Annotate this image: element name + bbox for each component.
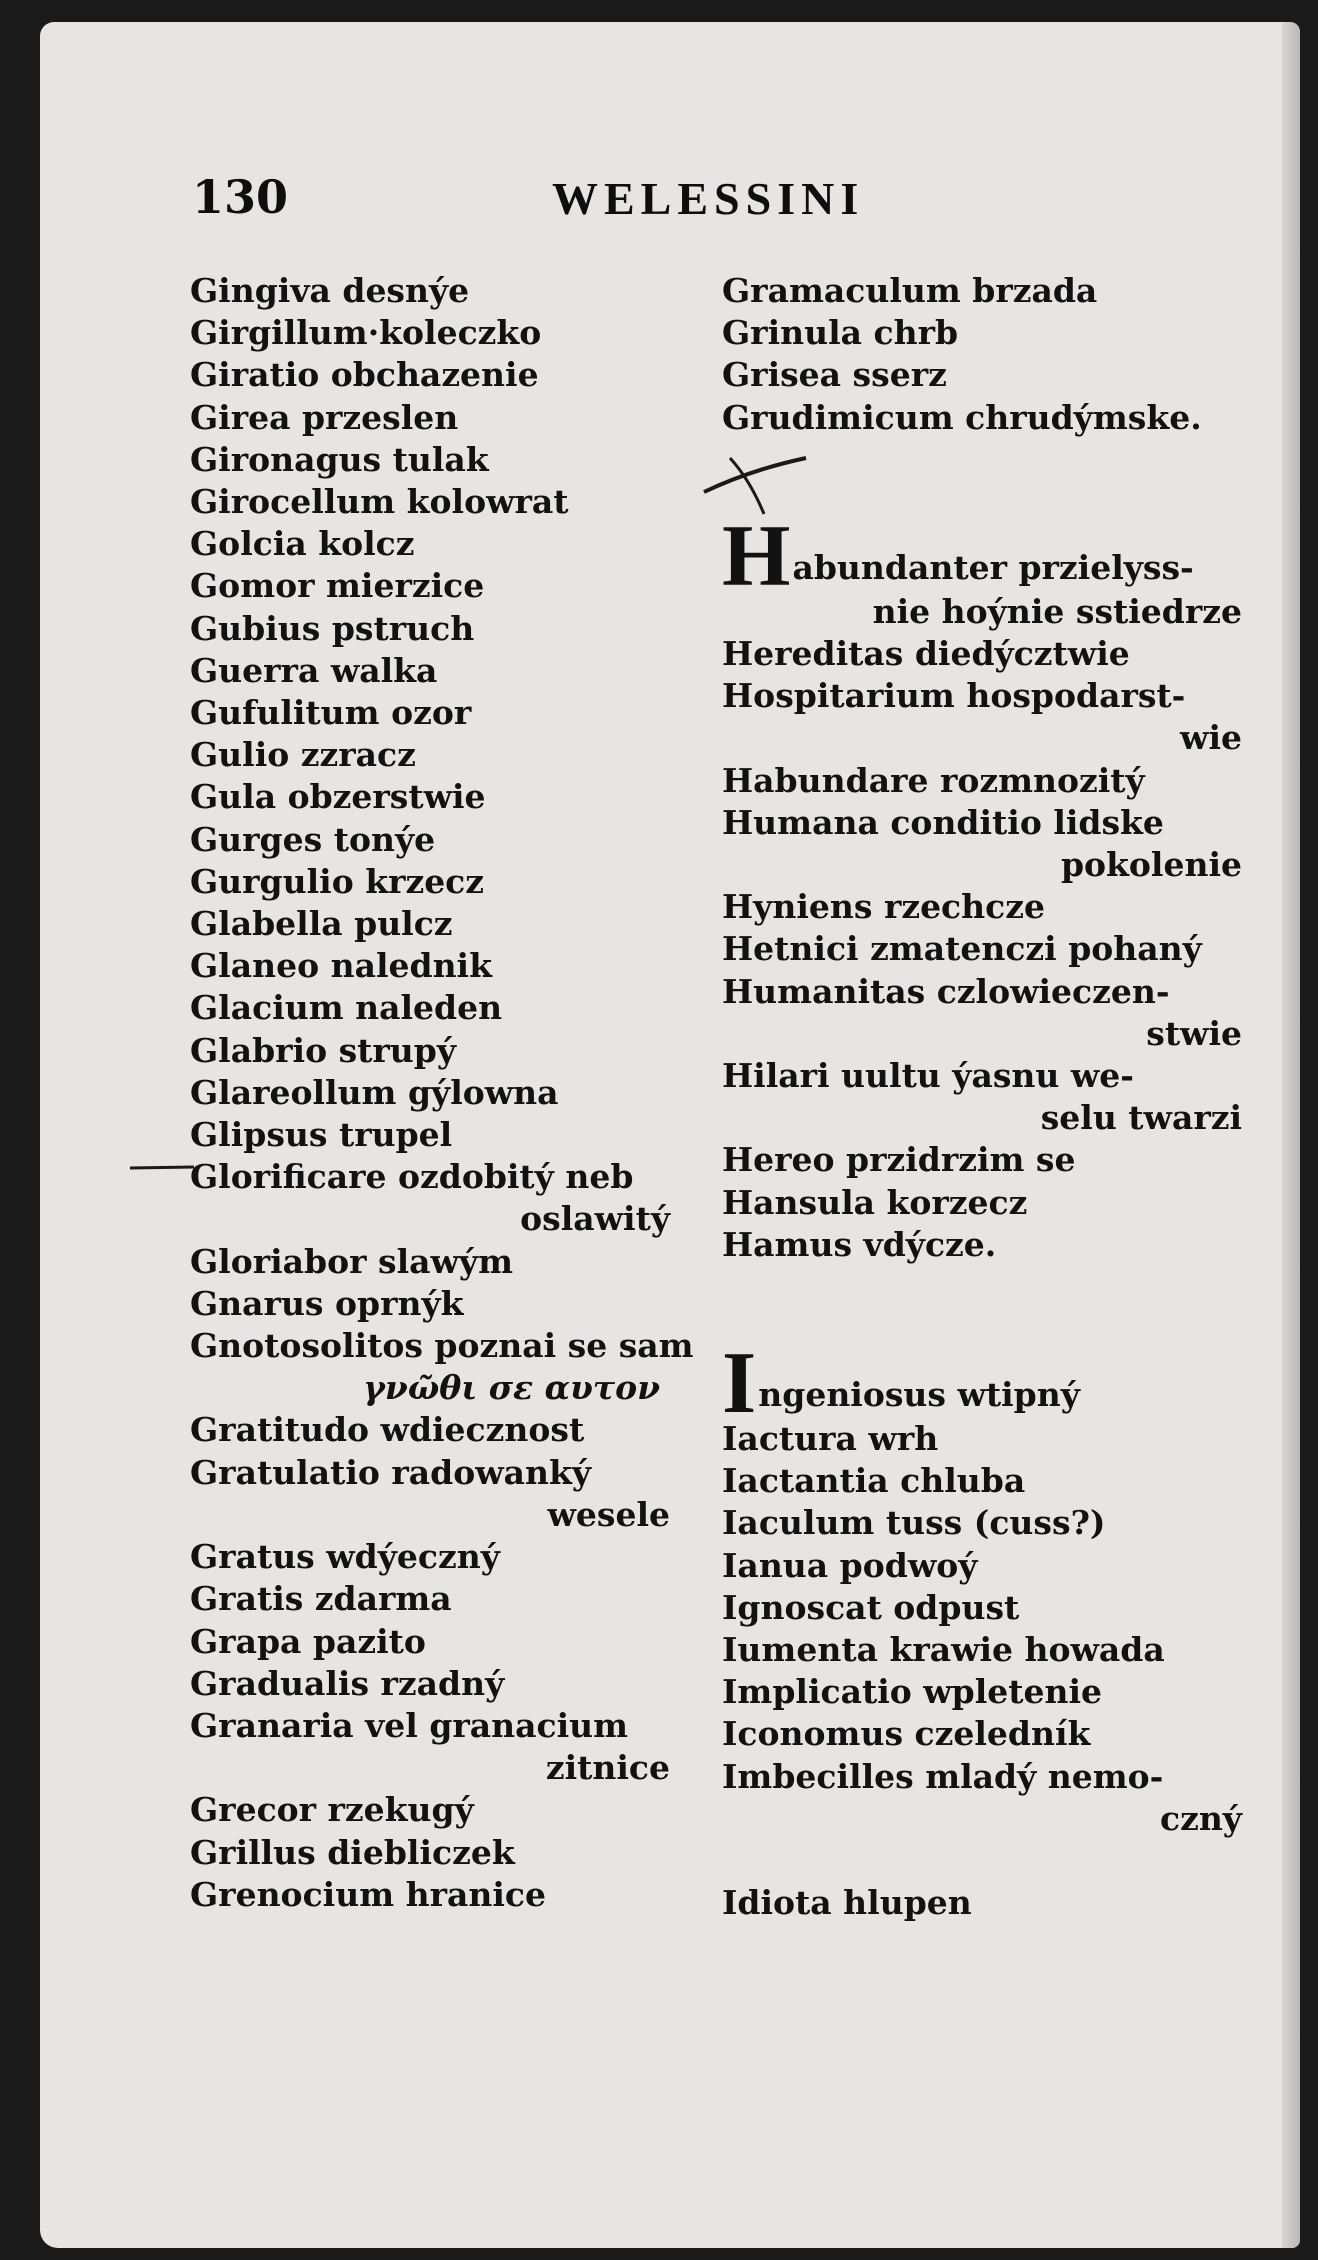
entry-text: Glaneo nalednik bbox=[190, 946, 492, 986]
entry-text: stwie bbox=[1146, 1013, 1242, 1053]
entry-text: Hetnici zmatenczi pohaný bbox=[722, 929, 1202, 969]
entry-text: Hilari uultu ýasnu we- bbox=[722, 1056, 1135, 1096]
entry-text: Grudimicum chrudýmske. bbox=[722, 397, 1202, 437]
entry-text: selu twarzi bbox=[1040, 1098, 1242, 1138]
entry-text: wie bbox=[1180, 718, 1242, 758]
entry-text: Gradualis rzadný bbox=[190, 1663, 505, 1703]
dictionary-entry bbox=[190, 1874, 710, 1916]
entry-text: Gnotosolitos poznai se sam bbox=[190, 1326, 694, 1366]
section-initial-letter: H bbox=[722, 507, 791, 605]
entry-text: wesele bbox=[547, 1494, 670, 1534]
dictionary-entry bbox=[190, 1283, 710, 1325]
dictionary-entry-continuation bbox=[190, 1494, 710, 1536]
dictionary-entry bbox=[190, 945, 710, 987]
entry-text: Ignoscat odpust bbox=[722, 1587, 1020, 1627]
dictionary-entry bbox=[722, 802, 1282, 844]
dictionary-entry bbox=[190, 776, 710, 818]
dictionary-entry bbox=[722, 1756, 1282, 1798]
dictionary-entry bbox=[722, 1460, 1282, 1502]
entry-text: Gomor mierzice bbox=[190, 566, 485, 606]
entry-text: Glareollum gýlowna bbox=[190, 1072, 559, 1112]
entry-text: Hamus vdýcze. bbox=[722, 1224, 997, 1264]
dictionary-entry bbox=[722, 760, 1282, 802]
book-page bbox=[40, 22, 1300, 2248]
section-gap bbox=[722, 1840, 1282, 1882]
entry-text: Gurgulio krzecz bbox=[190, 861, 485, 901]
entry-text: Grapa pazito bbox=[190, 1621, 426, 1661]
dictionary-entry bbox=[190, 397, 710, 439]
dictionary-entry bbox=[190, 1241, 710, 1283]
section-gap bbox=[722, 1266, 1282, 1350]
dictionary-entry bbox=[722, 1055, 1282, 1097]
entry-text: Grillus diebliczek bbox=[190, 1832, 515, 1872]
dictionary-entry bbox=[722, 312, 1282, 354]
dictionary-entry bbox=[722, 1502, 1282, 1544]
entry-text: Gratitudo wdiecznost bbox=[190, 1410, 585, 1450]
dictionary-entry bbox=[190, 270, 710, 312]
entry-text: Hospitarium hospodarst- bbox=[722, 676, 1186, 716]
dictionary-entry-continuation bbox=[722, 1798, 1282, 1840]
entry-text: Glabrio strupý bbox=[190, 1030, 457, 1070]
entry-text: Gnarus oprnýk bbox=[190, 1283, 464, 1323]
dictionary-entry bbox=[190, 1705, 710, 1747]
entry-text: Gula obzerstwie bbox=[190, 777, 486, 817]
page-number: 130 bbox=[192, 170, 289, 224]
dictionary-entry bbox=[190, 734, 710, 776]
entry-text: abundanter przielyss- bbox=[792, 547, 1194, 587]
entry-text: Humanitas czlowieczen- bbox=[722, 971, 1170, 1011]
entry-text: Grecor rzekugý bbox=[190, 1790, 474, 1830]
dictionary-entry bbox=[722, 397, 1282, 439]
dictionary-entry bbox=[190, 565, 710, 607]
entry-text: Iconomus czeledník bbox=[722, 1714, 1091, 1754]
dictionary-entry-continuation bbox=[722, 717, 1282, 759]
dictionary-entry bbox=[722, 675, 1282, 717]
entry-text: Glorificare ozdobitý neb bbox=[190, 1157, 634, 1197]
dictionary-entry bbox=[190, 481, 710, 523]
entry-text: Hyniens rzechcze bbox=[722, 887, 1045, 927]
dictionary-entry bbox=[190, 608, 710, 650]
entry-text: Gratulatio radowanký bbox=[190, 1452, 592, 1492]
dictionary-entry bbox=[190, 312, 710, 354]
dictionary-entry bbox=[722, 354, 1282, 396]
dictionary-entry bbox=[722, 886, 1282, 928]
entry-text: Gulio zzracz bbox=[190, 735, 416, 775]
entry-text: Hansula korzecz bbox=[722, 1182, 1028, 1222]
dictionary-entry bbox=[190, 1072, 710, 1114]
entry-text: Gufulitum ozor bbox=[190, 693, 472, 733]
dictionary-entry-continuation bbox=[722, 591, 1282, 633]
dictionary-entry bbox=[722, 971, 1282, 1013]
dictionary-entry-continuation bbox=[190, 1747, 710, 1789]
dictionary-entry bbox=[190, 354, 710, 396]
entry-text: Grisea sserz bbox=[722, 355, 947, 395]
entry-text: Gloriabor slawým bbox=[190, 1241, 513, 1281]
entry-text: Gramaculum brzada bbox=[722, 271, 1098, 310]
dictionary-entry bbox=[722, 1587, 1282, 1629]
dictionary-entry bbox=[190, 692, 710, 734]
dictionary-entry bbox=[190, 1578, 710, 1620]
margin-dash-mark bbox=[128, 1162, 198, 1174]
entry-text: Grenocium hranice bbox=[190, 1874, 546, 1914]
right-column bbox=[722, 270, 1282, 1924]
dictionary-entry-continuation bbox=[722, 844, 1282, 886]
dictionary-entry bbox=[190, 1663, 710, 1705]
dictionary-entry-continuation bbox=[722, 1013, 1282, 1055]
entry-text: Ianua podwoý bbox=[722, 1545, 978, 1585]
dictionary-entry bbox=[722, 507, 1282, 605]
section-initial-letter: I bbox=[722, 1335, 757, 1433]
dictionary-entry bbox=[190, 1114, 710, 1156]
dictionary-entry-continuation bbox=[190, 1198, 710, 1240]
dictionary-entry bbox=[190, 987, 710, 1029]
entry-text: Glipsus trupel bbox=[190, 1115, 453, 1155]
entry-text: Iactantia chluba bbox=[722, 1461, 1026, 1501]
dictionary-entry-continuation bbox=[722, 1097, 1282, 1139]
entry-text: Idiota hlupen bbox=[722, 1883, 972, 1923]
entry-text: Iaculum tuss (cuss?) bbox=[722, 1503, 1106, 1543]
dictionary-entry bbox=[190, 523, 710, 565]
entry-text: Gubius pstruch bbox=[190, 608, 475, 648]
entry-text: Iumenta krawie howada bbox=[722, 1630, 1165, 1670]
entry-text: Gurges tonýe bbox=[190, 819, 436, 859]
entry-text: Girgillum·koleczko bbox=[190, 313, 542, 353]
entry-text: oslawitý bbox=[520, 1199, 670, 1239]
entry-text: Glacium naleden bbox=[190, 988, 503, 1028]
dictionary-entry bbox=[190, 1325, 710, 1367]
dictionary-entry bbox=[722, 270, 1282, 312]
entry-text: Gratus wdýeczný bbox=[190, 1537, 500, 1577]
dictionary-entry bbox=[190, 1030, 710, 1072]
entry-text: Golcia kolcz bbox=[190, 524, 415, 564]
entry-text: Gingiva desnýe bbox=[190, 271, 470, 310]
entry-text: Implicatio wpletenie bbox=[722, 1672, 1103, 1712]
entry-text: zitnice bbox=[545, 1748, 670, 1788]
entry-text: czný bbox=[1159, 1798, 1242, 1838]
dictionary-entry bbox=[190, 1452, 710, 1494]
dictionary-entry bbox=[190, 1621, 710, 1663]
dictionary-entry bbox=[190, 439, 710, 481]
entry-text: Hereo przidrzim se bbox=[722, 1140, 1076, 1180]
section-gap bbox=[722, 439, 1282, 523]
entry-text: Imbecilles mladý nemo- bbox=[722, 1756, 1164, 1796]
entry-text: Guerra walka bbox=[190, 650, 438, 690]
dictionary-entry bbox=[722, 1335, 1282, 1433]
page-gutter bbox=[1282, 22, 1300, 2248]
entry-text: Gratis zdarma bbox=[190, 1579, 452, 1619]
running-head: WELESSINI bbox=[552, 173, 865, 224]
dictionary-entry bbox=[722, 1182, 1282, 1224]
dictionary-entry bbox=[190, 1536, 710, 1578]
dictionary-entry bbox=[190, 861, 710, 903]
entry-text: pokolenie bbox=[1060, 845, 1242, 885]
dictionary-entry bbox=[190, 1409, 710, 1451]
dictionary-entry bbox=[190, 1367, 710, 1409]
entry-text: Gironagus tulak bbox=[190, 439, 489, 479]
entry-text: Habundare rozmnozitý bbox=[722, 760, 1145, 800]
dictionary-entry bbox=[190, 650, 710, 692]
dictionary-entry bbox=[722, 1224, 1282, 1266]
dictionary-entry bbox=[722, 1545, 1282, 1587]
entry-text: Glabella pulcz bbox=[190, 904, 453, 944]
entry-text: γνῶθι σε αυτον bbox=[363, 1368, 660, 1408]
dictionary-entry bbox=[722, 633, 1282, 675]
entry-text: Girea przeslen bbox=[190, 397, 459, 437]
dictionary-entry bbox=[722, 1629, 1282, 1671]
page-header bbox=[40, 150, 1300, 224]
dictionary-entry bbox=[190, 1832, 710, 1874]
dictionary-entry bbox=[190, 819, 710, 861]
dictionary-entry bbox=[722, 928, 1282, 970]
entry-text: Grinula chrb bbox=[722, 313, 959, 353]
dictionary-entry bbox=[722, 1713, 1282, 1755]
entry-text: ngeniosus wtipný bbox=[758, 1375, 1080, 1415]
dictionary-entry bbox=[190, 1789, 710, 1831]
entry-text: Girocellum kolowrat bbox=[190, 482, 569, 522]
dictionary-entry bbox=[190, 1156, 710, 1198]
entry-text: nie hoýnie sstiedrze bbox=[872, 591, 1242, 631]
dictionary-entry bbox=[190, 903, 710, 945]
dictionary-entry bbox=[722, 1139, 1282, 1181]
entry-text: Hereditas diedýcztwie bbox=[722, 634, 1130, 674]
dictionary-entry bbox=[722, 1882, 1282, 1924]
left-column bbox=[190, 270, 710, 1916]
entry-text: Iactura wrh bbox=[722, 1419, 939, 1459]
dictionary-entry bbox=[722, 1671, 1282, 1713]
entry-text: Granaria vel granacium bbox=[190, 1705, 629, 1745]
entry-text: Humana conditio lidske bbox=[722, 802, 1164, 842]
entry-text: Giratio obchazenie bbox=[190, 355, 539, 395]
dictionary-entry bbox=[722, 1418, 1282, 1460]
